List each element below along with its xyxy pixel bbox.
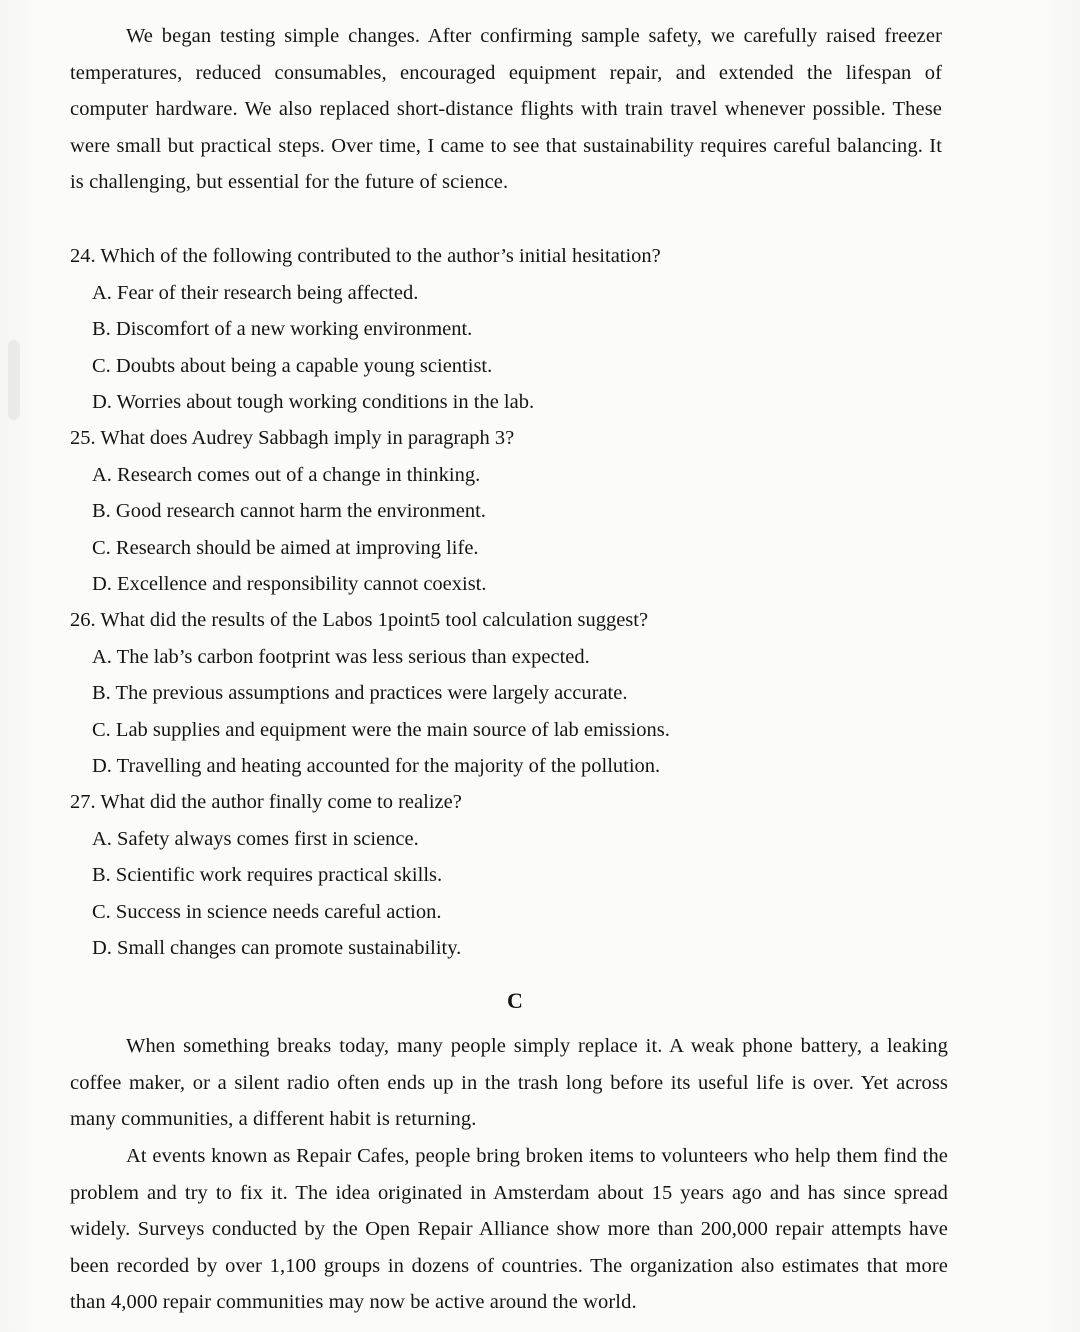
question-25-option-b: B. Good research cannot harm the environment. [92, 500, 486, 522]
passage-b-final-paragraph: We began testing simple changes. After confirming sample safety, we carefully raised freezer temperatures, reduced consumables, encouraged equipment repair, and extended the lifespan of computer hardware. We also replaced short-distance flights with train travel whenever possible. These were small but practical steps. Over time, I came to see that sustainability requires careful balancing. It is challenging, but essential for the future of science. [70, 25, 942, 193]
question-24-option-d: D. Worries about tough working conditions in the lab. [92, 391, 535, 413]
question-25-option-d: D. Excellence and responsibility cannot coexist. [92, 573, 487, 595]
section-c-heading: C [507, 988, 523, 1013]
question-26-option-d: D. Travelling and heating accounted for the majority of the pollution. [92, 755, 661, 777]
question-25 [70, 420, 830, 603]
question-26-option-c: C. Lab supplies and equipment were the main source of lab emissions. [92, 718, 670, 741]
question-27 [70, 784, 830, 967]
question-27-option-b: B. Scientific work requires practical skills. [92, 864, 443, 886]
question-24-option-b: B. Discomfort of a new working environment. [92, 318, 473, 340]
question-26-option-b: B. The previous assumptions and practices were largely accurate. [92, 682, 628, 704]
question-27-option-c: C. Success in science needs careful action. [92, 900, 442, 923]
question-25-option-a: A. Research comes out of a change in thinking. [92, 463, 481, 486]
question-26-stem: 26. What did the results of the Labos 1point5 tool calculation suggest? [70, 609, 649, 631]
question-24-option-c: C. Doubts about being a capable young scientist. [92, 354, 493, 377]
scan-smudge [8, 340, 20, 420]
question-24-stem: 24. Which of the following contributed to the author’s initial hesitation? [70, 245, 661, 267]
question-27-option-d: D. Small changes can promote sustainability. [92, 937, 462, 959]
question-25-stem: 25. What does Audrey Sabbagh imply in paragraph 3? [70, 427, 515, 449]
question-24 [70, 238, 830, 421]
question-26 [70, 602, 830, 785]
question-24-option-a: A. Fear of their research being affected. [92, 281, 419, 304]
question-25-option-c: C. Research should be aimed at improving life. [92, 536, 479, 559]
section-c-paragraph-1: When something breaks today, many people simply replace it. A weak phone battery, a leaking coffee maker, or a silent radio often ends up in the trash long before its useful life is over. Yet across many communities, a different habit is returning. [70, 1035, 948, 1130]
question-27-stem: 27. What did the author finally come to realize? [70, 791, 462, 813]
question-27-option-a: A. Safety always comes first in science. [92, 827, 419, 850]
section-c-paragraph-2: At events known as Repair Cafes, people bring broken items to volunteers who help them find the problem and try to fix it. The idea originated in Amsterdam about 15 years ago and has since spread widely. Surveys conducted by the Open Repair Alliance show more than 200,000 repair attempts have been recorded by over 1,100 groups in dozens of countries. The organization also estimates that more than 4,000 repair communities may now be active around the world. [70, 1145, 948, 1313]
question-26-option-a: A. The lab’s carbon footprint was less serious than expected. [92, 645, 590, 668]
